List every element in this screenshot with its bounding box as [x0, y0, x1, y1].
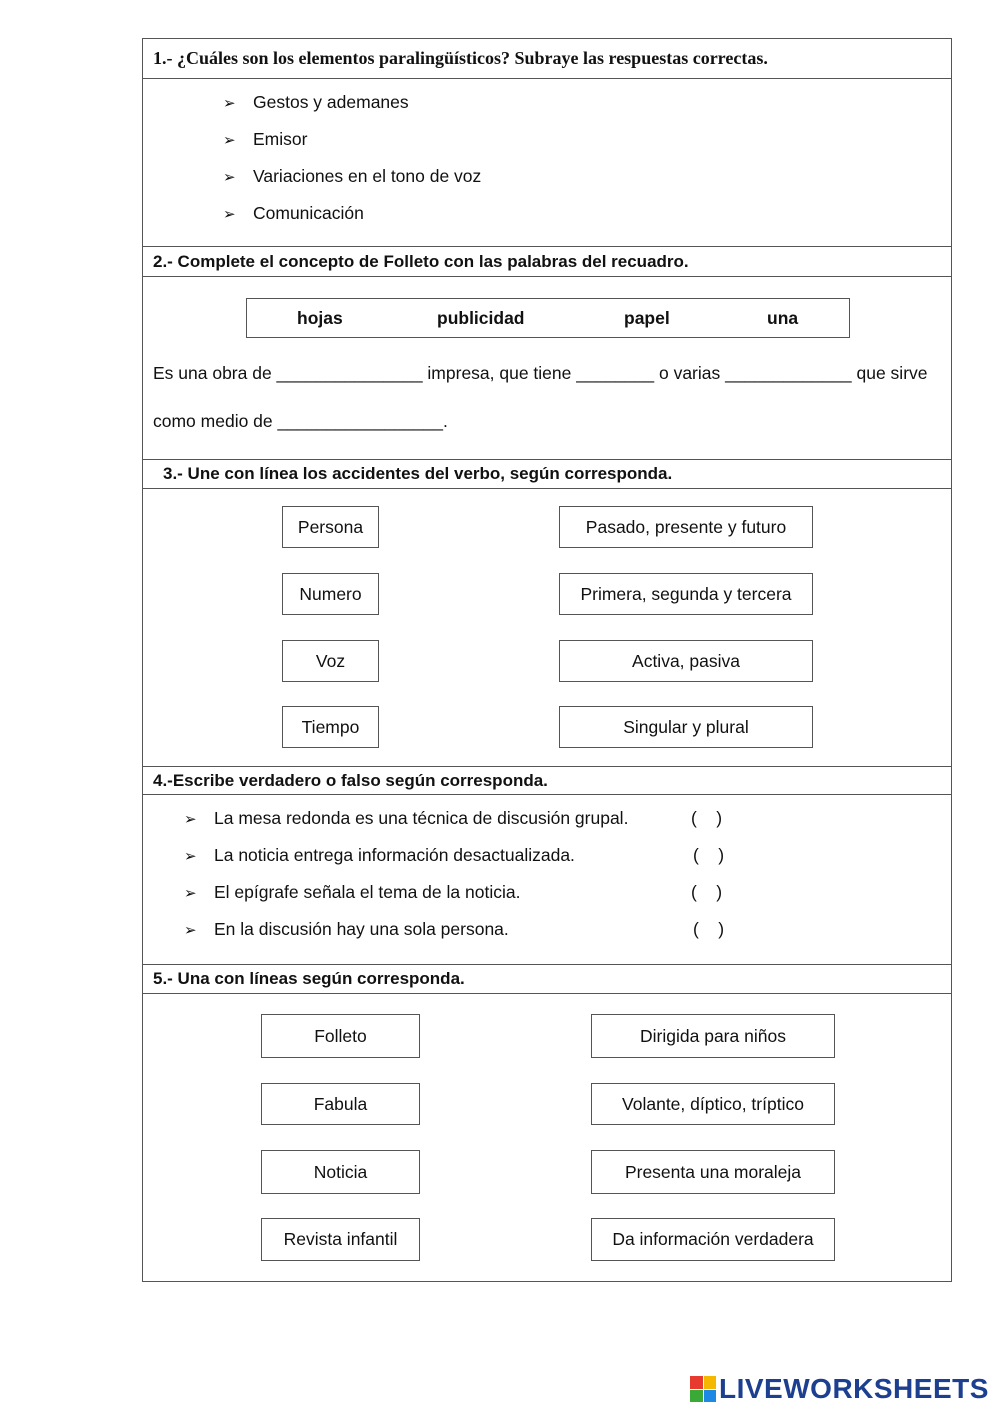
q5-right-box[interactable]: Dirigida para niños: [591, 1014, 835, 1058]
q4-statement-3: ➢ El epígrafe señala el tema de la noticia.: [184, 882, 521, 902]
q3-left-box[interactable]: Voz: [282, 640, 379, 682]
q5-left-box[interactable]: Folleto: [261, 1014, 420, 1058]
q4-statement-4: ➢ En la discusión hay una sola persona.: [184, 919, 509, 939]
q3-left-box[interactable]: Persona: [282, 506, 379, 548]
word-bank-box: [246, 298, 850, 338]
q3-title: 3.- Une con línea los accidentes del verbo, según corresponda.: [143, 460, 951, 489]
q3-left-box[interactable]: Tiempo: [282, 706, 379, 748]
arrow-bullet-icon: ➢: [223, 205, 236, 223]
fill-in-line-1[interactable]: Es una obra de _______________ impresa, que tiene ________ o varias _____________ que sirve: [153, 363, 928, 383]
q3-right-box[interactable]: Activa, pasiva: [559, 640, 813, 682]
q5-left-box[interactable]: Revista infantil: [261, 1218, 420, 1261]
q3-right-box[interactable]: Singular y plural: [559, 706, 813, 748]
q5-title: 5.- Una con líneas según corresponda.: [143, 965, 951, 994]
q5-left-box[interactable]: Noticia: [261, 1150, 420, 1194]
worksheet: [142, 38, 952, 1282]
q1-title: 1.- ¿Cuáles son los elementos paralingüísticos? Subraye las respuestas correctas.: [143, 39, 951, 79]
answer-blank[interactable]: ( ): [693, 919, 725, 939]
q3-right-box[interactable]: Pasado, presente y futuro: [559, 506, 813, 548]
arrow-bullet-icon: ➢: [184, 884, 197, 902]
word-bank-item[interactable]: una: [767, 308, 799, 328]
q1-option-3[interactable]: ➢ Variaciones en el tono de voz: [223, 166, 482, 186]
arrow-bullet-icon: ➢: [223, 94, 236, 112]
q1-option-4[interactable]: ➢ Comunicación: [223, 203, 364, 223]
arrow-bullet-icon: ➢: [184, 810, 197, 828]
q4-statement-1: ➢ La mesa redonda es una técnica de discusión grupal.: [184, 808, 629, 828]
answer-blank[interactable]: ( ): [693, 845, 725, 865]
q5-left-box[interactable]: Fabula: [261, 1083, 420, 1125]
liveworksheets-brand: [690, 1374, 989, 1404]
q2-title: 2.- Complete el concepto de Folleto con las palabras del recuadro.: [143, 247, 951, 277]
word-bank-item[interactable]: hojas: [297, 308, 343, 328]
q5-right-box[interactable]: Presenta una moraleja: [591, 1150, 835, 1194]
q1-option-1[interactable]: ➢ Gestos y ademanes: [223, 92, 409, 112]
arrow-bullet-icon: ➢: [184, 847, 197, 865]
answer-blank[interactable]: ( ): [691, 882, 723, 902]
q3-left-box[interactable]: Numero: [282, 573, 379, 615]
q1-option-2[interactable]: ➢ Emisor: [223, 129, 308, 149]
word-bank-item[interactable]: publicidad: [437, 308, 525, 328]
answer-blank[interactable]: ( ): [691, 808, 723, 828]
arrow-bullet-icon: ➢: [223, 131, 236, 149]
fill-in-line-2[interactable]: como medio de _________________.: [153, 411, 448, 431]
brand-text: LIVEWORKSHEETS: [719, 1373, 989, 1404]
liveworksheets-logo-icon: [690, 1376, 716, 1402]
word-bank-item[interactable]: papel: [624, 308, 670, 328]
q5-right-box[interactable]: Volante, díptico, tríptico: [591, 1083, 835, 1125]
q4-statement-2: ➢ La noticia entrega información desactualizada.: [184, 845, 575, 865]
q4-title: 4.-Escribe verdadero o falso según corresponda.: [143, 767, 951, 795]
q3-right-box[interactable]: Primera, segunda y tercera: [559, 573, 813, 615]
arrow-bullet-icon: ➢: [223, 168, 236, 186]
arrow-bullet-icon: ➢: [184, 921, 197, 939]
q5-right-box[interactable]: Da información verdadera: [591, 1218, 835, 1261]
